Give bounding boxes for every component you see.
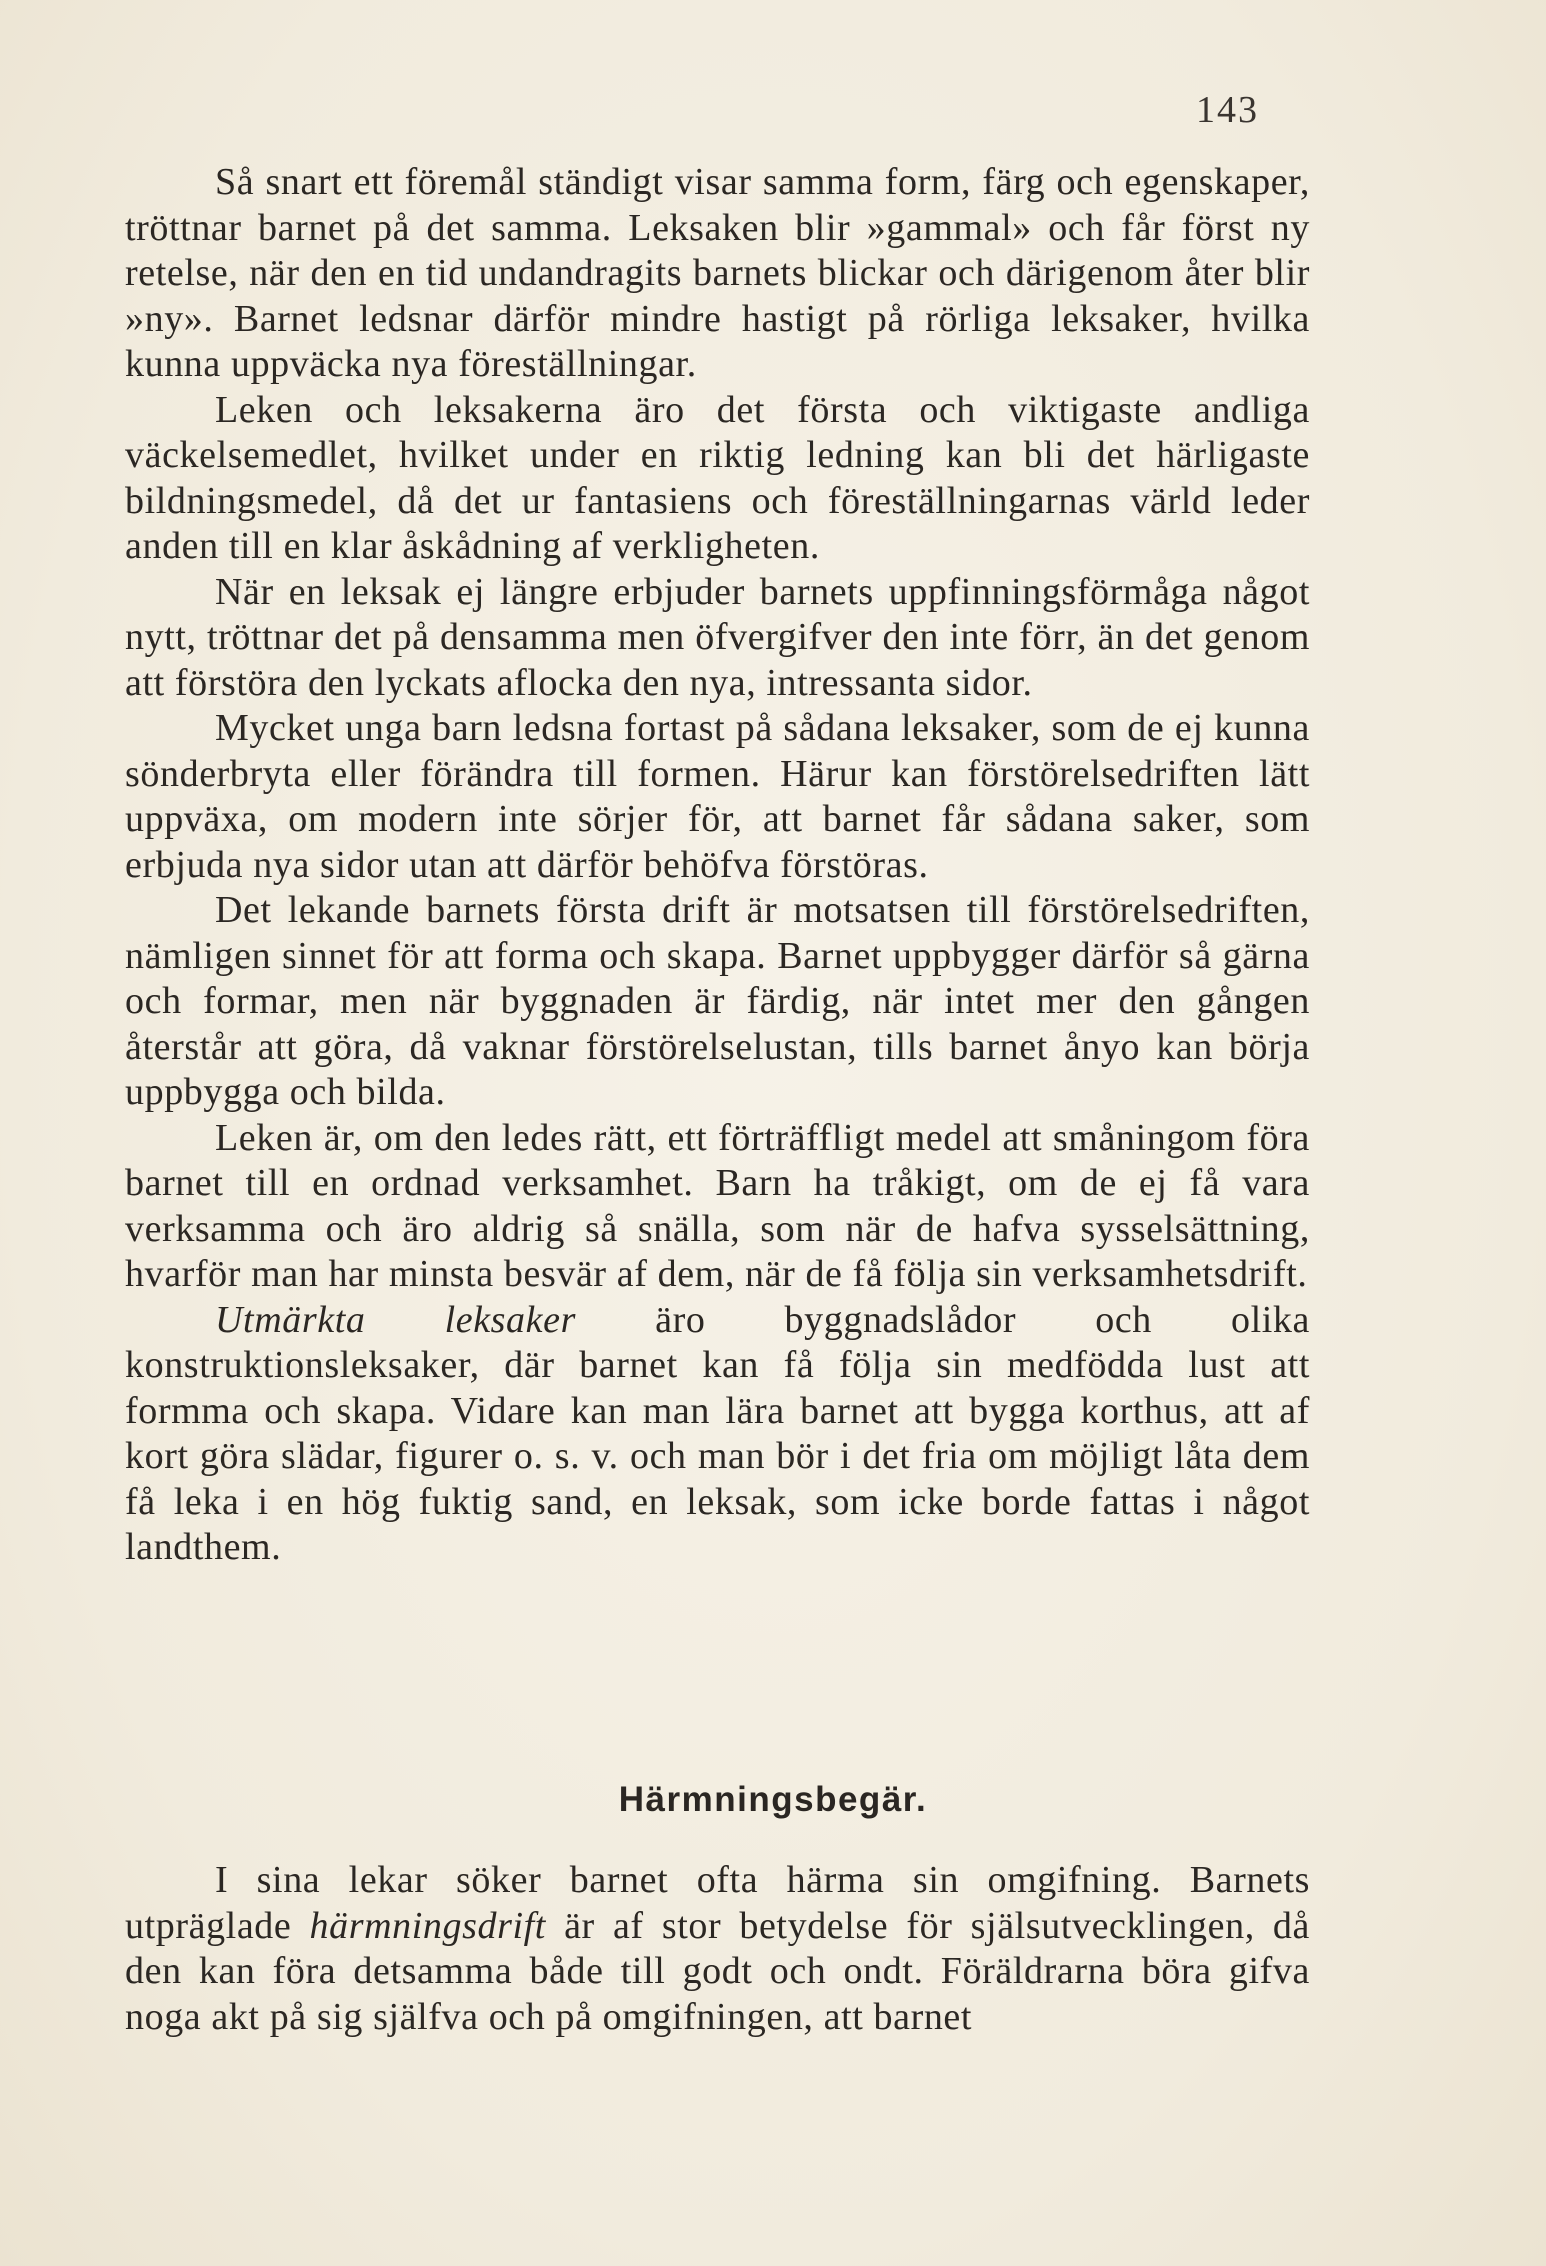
paragraph-2: Leken och leksakerna äro det första och viktigaste andliga väckelsemedlet, hvilket under en riktig ledning kan bli det härligaste bildningsmedel, då det ur fantasiens och föreställningarnas värld leder anden till en klar åskådning af verkligheten.: [125, 388, 1310, 567]
italic-term-harmningsdrift: härmningsdrift: [309, 1904, 546, 1947]
section-paragraph: [125, 1858, 1310, 2040]
paragraph-4: Mycket unga barn ledsna fortast på sådana leksaker, som de ej kunna sönderbryta eller förändra till formen. Härur kan förstörelsedriften lätt uppväxa, om modern inte sörjer för, att barnet får sådana saker, som erbjuda nya sidor utan att därför behöfva förstöras.: [125, 707, 1310, 886]
section-heading: Härmningsbegär.: [618, 1780, 928, 1819]
section-paragraph-rest: är af stor betydelse för själsutvecklingen, då den kan föra detsamma både till godt och ondt. Föräldrarna böra gifva noga akt på sig själfva och på omgifningen, att barnet: [125, 1904, 1311, 2038]
main-text-block: [125, 160, 1310, 1571]
paragraph-7-rest: äro byggnadslådor och olika konstruktionsleksaker, där barnet kan få följa sin medfödda lust att formma och skapa. Vidare kan man lära barnet att bygga korthus, att af kort göra slädar, figurer o. s. v. och man bör i det fria om möjligt låta dem få leka i en hög fuktig sand, en leksak, som icke borde fattas i något landthem.: [125, 1298, 1310, 1568]
italic-term-utmarkta-leksaker: Utmärkta leksaker: [215, 1298, 576, 1341]
paragraph-6: Leken är, om den ledes rätt, ett förträffligt medel att småningom föra barnet till en ordnad verksamhet. Barn ha tråkigt, om de ej få vara verksamma och äro aldrig så snälla, som när de hafva sysselsättning, hvarför man har minsta besvär af dem, när de få följa sin verksamhetsdrift.: [125, 1116, 1310, 1295]
paragraph-1: Så snart ett föremål ständigt visar samma form, färg och egenskaper, tröttnar barnet på det samma. Leksaken blir »gammal» och får först ny retelse, när den en tid undandragits barnets blickar och därigenom åter blir »ny». Barnet ledsnar därför mindre hastigt på rörliga leksaker, hvilka kunna uppväcka nya föreställningar.: [125, 161, 1310, 385]
section-text-block: [125, 1858, 1310, 2040]
paragraph-5: Det lekande barnets första drift är motsatsen till förstörelsedriften, nämligen sinnet för att forma och skapa. Barnet uppbygger därför så gärna och formar, men när byggnaden är färdig, när intet mer den gången återstår att göra, då vaknar förstörelselustan, tills barnet ånyo kan börja uppbygga och bilda.: [125, 889, 1310, 1113]
section-paragraph-lead: I sina lekar söker barnet ofta härma sin omgifning. Barnets utpräglade: [125, 1859, 1310, 1947]
paragraph-3: När en leksak ej längre erbjuder barnets uppfinningsförmåga något nytt, tröttnar det på densamma men öfvergifver den inte förr, än det genom att förstöra den lyckats aflocka den nya, intressanta sidor.: [125, 570, 1310, 704]
paragraph-7: [125, 1298, 1310, 1571]
page-number: 143: [1196, 89, 1259, 131]
